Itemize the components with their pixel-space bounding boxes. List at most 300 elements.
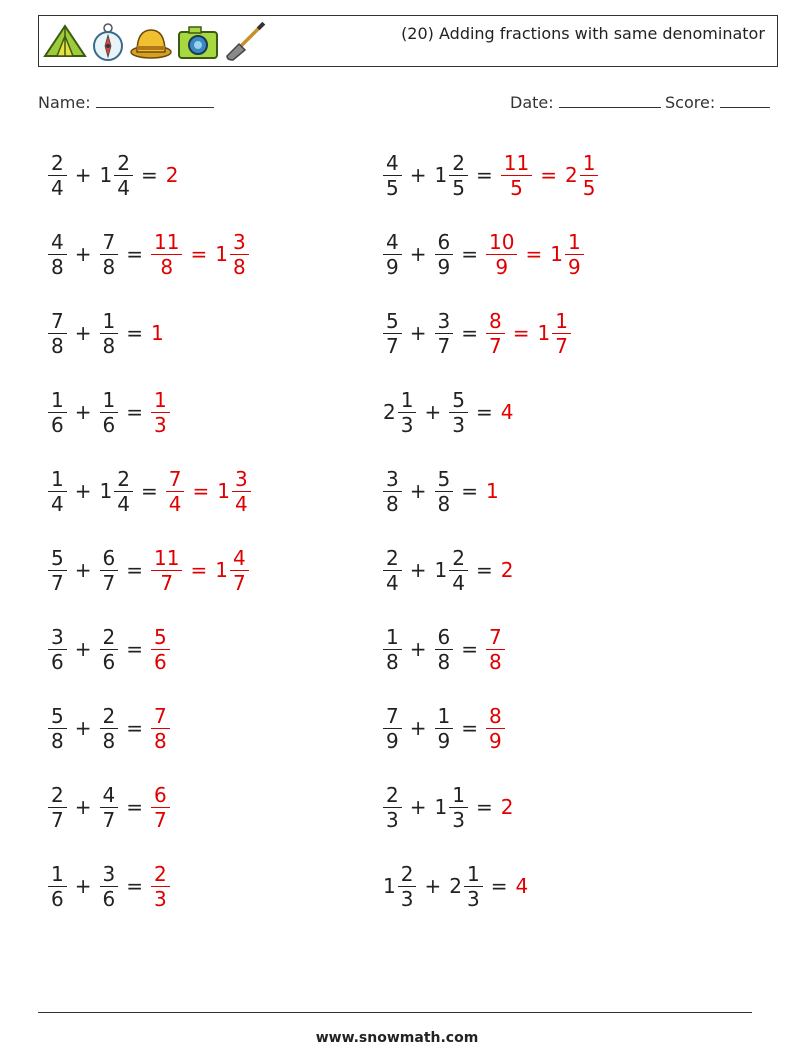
whole-part: 1 (550, 242, 563, 266)
problem-16 (381, 696, 507, 760)
equals-sign: = (461, 479, 478, 503)
denominator: 9 (567, 254, 581, 279)
denominator: 7 (51, 570, 64, 595)
plus-sign: + (424, 400, 442, 424)
answer (499, 558, 514, 582)
denominator: 9 (386, 728, 399, 753)
mixed-number (98, 862, 121, 911)
fraction (501, 151, 532, 200)
mixed-number (46, 467, 69, 516)
denominator: 4 (117, 175, 130, 200)
numerator: 1 (51, 387, 64, 412)
fraction (230, 230, 249, 279)
problem-14 (381, 617, 507, 681)
fraction (449, 546, 468, 595)
fraction (151, 704, 170, 753)
equals-sign: = (475, 400, 493, 424)
equals-sign: = (461, 321, 478, 345)
whole-part: 1 (383, 874, 396, 898)
denominator: 3 (386, 807, 399, 832)
numerator: 11 (503, 150, 530, 175)
numerator: 2 (51, 150, 64, 175)
fraction (151, 230, 182, 279)
denominator: 6 (154, 649, 167, 674)
equals-sign: = (490, 874, 508, 898)
numerator: 4 (232, 545, 246, 570)
mixed-number (433, 625, 456, 674)
equals-sign: = (461, 242, 478, 266)
plus-sign: + (409, 716, 427, 740)
denominator: 8 (51, 333, 64, 358)
fraction (100, 388, 119, 437)
mixed-number (381, 862, 418, 911)
answer (164, 163, 179, 187)
camera-icon (177, 22, 219, 62)
equals-sign: = (126, 795, 143, 819)
date-blank[interactable] (559, 93, 661, 108)
equals-sign: = (126, 321, 143, 345)
plus-sign: + (74, 716, 92, 740)
equals-sign: = (540, 163, 557, 187)
problem-7 (46, 380, 172, 444)
mixed-number (381, 230, 404, 279)
denominator: 6 (51, 886, 64, 911)
mixed-number (46, 309, 69, 358)
numerator: 1 (437, 703, 451, 728)
mixed-number (381, 467, 404, 516)
numerator: 2 (452, 150, 465, 175)
answer (484, 230, 519, 279)
name-blank[interactable] (96, 93, 214, 108)
problem-4 (381, 222, 586, 286)
equals-sign: = (126, 242, 143, 266)
mixed-number (98, 625, 121, 674)
problem-17 (46, 775, 172, 839)
numerator: 3 (51, 624, 64, 649)
worksheet-header (38, 15, 778, 67)
whole-part: 2 (500, 795, 514, 819)
answer (484, 625, 507, 674)
score-field[interactable] (665, 93, 770, 112)
mixed-number (46, 230, 69, 279)
header-icons (43, 20, 267, 64)
answer (548, 230, 585, 279)
fraction (435, 704, 454, 753)
fraction (48, 467, 67, 516)
numerator: 3 (232, 229, 246, 254)
answer (563, 151, 600, 200)
mixed-number (46, 862, 69, 911)
fraction (449, 151, 468, 200)
denominator: 8 (437, 491, 451, 516)
mixed-number (447, 862, 484, 911)
fraction (383, 467, 402, 516)
whole-part: 1 (434, 795, 448, 819)
fraction (486, 230, 517, 279)
numerator: 1 (386, 624, 399, 649)
plus-sign: + (74, 558, 92, 582)
problem-3 (46, 222, 251, 286)
numerator: 4 (51, 229, 64, 254)
mixed-number (46, 625, 69, 674)
mixed-number (98, 309, 121, 358)
fraction (151, 625, 170, 674)
plus-sign: + (409, 637, 427, 661)
denominator: 3 (154, 886, 167, 911)
mixed-number (433, 546, 470, 595)
fraction (100, 546, 119, 595)
denominator: 4 (117, 491, 130, 516)
answer (484, 309, 507, 358)
equals-sign: = (126, 637, 143, 661)
answer (149, 388, 172, 437)
whole-part: 2 (564, 163, 578, 187)
mixed-number (381, 546, 404, 595)
numerator: 7 (154, 703, 167, 728)
denominator: 9 (437, 254, 451, 279)
plus-sign: + (74, 479, 92, 503)
answer (149, 321, 164, 345)
numerator: 1 (51, 861, 64, 886)
answer (164, 467, 187, 516)
numerator: 7 (168, 466, 182, 491)
answer (499, 795, 514, 819)
equals-sign: = (475, 795, 493, 819)
numerator: 2 (400, 861, 414, 886)
denominator: 8 (51, 728, 64, 753)
equals-sign: = (190, 242, 208, 266)
answer (499, 151, 534, 200)
answer (536, 309, 573, 358)
fraction (435, 230, 454, 279)
whole-part: 1 (537, 321, 551, 345)
numerator: 1 (466, 861, 480, 886)
numerator: 6 (437, 229, 451, 254)
denominator: 8 (160, 254, 174, 279)
whole-part: 1 (99, 163, 113, 187)
mixed-number (98, 546, 121, 595)
plus-sign: + (409, 558, 427, 582)
numerator: 7 (386, 703, 399, 728)
equals-sign: = (461, 637, 478, 661)
date-label: Date: (510, 93, 554, 112)
denominator: 4 (168, 491, 182, 516)
equals-sign: = (140, 163, 158, 187)
denominator: 7 (386, 333, 399, 358)
fraction (383, 704, 402, 753)
name-label: Name: (38, 93, 91, 112)
fraction (398, 862, 417, 911)
denominator: 9 (495, 254, 509, 279)
denominator: 8 (102, 254, 116, 279)
fraction (565, 230, 584, 279)
whole-part: 2 (500, 558, 514, 582)
plus-sign: + (74, 400, 92, 424)
fraction (100, 230, 119, 279)
fraction (100, 704, 119, 753)
problem-10 (381, 459, 499, 523)
mixed-number (433, 783, 470, 832)
equals-sign: = (126, 716, 143, 740)
whole-part: 2 (449, 874, 462, 898)
fraction (383, 309, 402, 358)
denominator: 5 (452, 175, 465, 200)
denominator: 7 (51, 807, 64, 832)
worksheet-title: (20) Adding fractions with same denominator (401, 24, 765, 43)
denominator: 8 (102, 333, 116, 358)
numerator: 8 (489, 308, 502, 333)
numerator: 11 (154, 545, 180, 570)
fraction (114, 151, 133, 200)
numerator: 7 (489, 624, 502, 649)
fraction (449, 388, 468, 437)
denominator: 5 (582, 175, 596, 200)
fraction (383, 783, 402, 832)
fraction (151, 546, 182, 595)
denominator: 3 (154, 412, 167, 437)
mixed-number (46, 704, 69, 753)
equals-sign: = (192, 479, 210, 503)
answer (149, 230, 184, 279)
numerator: 7 (51, 308, 64, 333)
denominator: 7 (489, 333, 502, 358)
numerator: 8 (489, 703, 502, 728)
denominator: 8 (386, 491, 399, 516)
problem-2 (381, 143, 600, 207)
problem-20 (381, 854, 528, 918)
mixed-number (98, 230, 121, 279)
compass-icon (91, 22, 125, 62)
numerator: 6 (102, 545, 116, 570)
plus-sign: + (409, 321, 427, 345)
fraction (464, 862, 483, 911)
numerator: 1 (555, 308, 568, 333)
numerator: 3 (234, 466, 248, 491)
mixed-number (381, 388, 418, 437)
mixed-number (46, 388, 69, 437)
numerator: 1 (452, 782, 465, 807)
numerator: 1 (102, 308, 116, 333)
denominator: 4 (51, 175, 64, 200)
whole-part: 4 (515, 874, 529, 898)
problem-13 (46, 617, 172, 681)
equals-sign: = (126, 558, 143, 582)
denominator: 8 (102, 728, 116, 753)
name-field[interactable] (38, 93, 214, 112)
numerator: 5 (51, 545, 64, 570)
whole-part: 4 (500, 400, 514, 424)
fraction (383, 625, 402, 674)
numerator: 6 (437, 624, 451, 649)
whole-part: 1 (434, 558, 448, 582)
fraction (383, 151, 402, 200)
fraction (100, 309, 119, 358)
fraction (151, 783, 170, 832)
mixed-number (381, 151, 404, 200)
mixed-number (433, 309, 456, 358)
denominator: 6 (51, 649, 64, 674)
answer (484, 704, 507, 753)
numerator: 2 (117, 150, 130, 175)
denominator: 9 (437, 728, 451, 753)
mixed-number (98, 151, 135, 200)
denominator: 6 (51, 412, 64, 437)
fraction (48, 230, 67, 279)
fraction (48, 704, 67, 753)
problem-8 (381, 380, 513, 444)
fraction (100, 625, 119, 674)
numerator: 2 (102, 624, 116, 649)
fraction (486, 704, 505, 753)
denominator: 6 (102, 649, 116, 674)
numerator: 3 (102, 861, 116, 886)
mixed-number (46, 783, 69, 832)
score-blank[interactable] (720, 93, 770, 108)
whole-part: 1 (217, 479, 230, 503)
denominator: 9 (386, 254, 399, 279)
whole-part: 1 (215, 558, 228, 582)
problem-11 (46, 538, 251, 602)
plus-sign: + (74, 874, 92, 898)
denominator: 8 (386, 649, 399, 674)
equals-sign: = (140, 479, 158, 503)
footer-divider (38, 1012, 752, 1013)
fraction (580, 151, 599, 200)
mixed-number (98, 704, 121, 753)
mixed-number (98, 388, 121, 437)
denominator: 7 (232, 570, 246, 595)
mixed-number (433, 467, 456, 516)
denominator: 5 (386, 175, 399, 200)
problem-18 (381, 775, 513, 839)
denominator: 5 (510, 175, 523, 200)
date-field[interactable] (510, 93, 661, 112)
numerator: 2 (452, 545, 465, 570)
denominator: 3 (400, 886, 414, 911)
denominator: 8 (489, 649, 502, 674)
denominator: 4 (386, 570, 399, 595)
denominator: 6 (102, 886, 116, 911)
equals-sign: = (475, 163, 493, 187)
mixed-number (98, 467, 135, 516)
fraction (383, 546, 402, 595)
answer (484, 479, 499, 503)
plus-sign: + (409, 163, 427, 187)
score-label: Score: (665, 93, 716, 112)
fraction (435, 309, 454, 358)
numerator: 2 (117, 466, 130, 491)
plus-sign: + (74, 795, 92, 819)
mixed-number (433, 151, 470, 200)
answer (149, 783, 172, 832)
plus-sign: + (74, 637, 92, 661)
mixed-number (433, 704, 456, 753)
denominator: 3 (452, 807, 465, 832)
answer (149, 625, 172, 674)
denominator: 7 (160, 570, 174, 595)
answer (149, 704, 172, 753)
fraction (151, 388, 170, 437)
denominator: 7 (154, 807, 167, 832)
tent-icon (43, 22, 87, 62)
fraction (48, 388, 67, 437)
shovel-icon (223, 22, 267, 62)
numerator: 2 (51, 782, 64, 807)
plus-sign: + (74, 321, 92, 345)
whole-part: 2 (165, 163, 179, 187)
denominator: 7 (102, 570, 116, 595)
numerator: 3 (437, 308, 451, 333)
equals-sign: = (461, 716, 478, 740)
denominator: 8 (437, 649, 451, 674)
fraction (100, 783, 119, 832)
answer (213, 546, 250, 595)
numerator: 11 (154, 229, 180, 254)
numerator: 2 (102, 703, 116, 728)
footer-site: www.snowmath.com (315, 1030, 479, 1046)
numerator: 5 (51, 703, 64, 728)
denominator: 7 (555, 333, 568, 358)
numerator: 1 (154, 387, 167, 412)
fraction (486, 625, 505, 674)
numerator: 3 (386, 466, 399, 491)
fraction (552, 309, 571, 358)
answer (213, 230, 250, 279)
plus-sign: + (409, 795, 427, 819)
numerator: 1 (51, 466, 64, 491)
problem-1 (46, 143, 178, 207)
numerator: 4 (386, 150, 399, 175)
numerator: 2 (154, 861, 167, 886)
numerator: 4 (386, 229, 399, 254)
fraction (230, 546, 249, 595)
problem-9 (46, 459, 253, 523)
plus-sign: + (409, 242, 427, 266)
mixed-number (381, 783, 404, 832)
whole-part: 1 (434, 163, 448, 187)
fraction (48, 151, 67, 200)
problem-15 (46, 696, 172, 760)
denominator: 7 (102, 807, 116, 832)
numerator: 7 (102, 229, 116, 254)
whole-part: 1 (99, 479, 113, 503)
equals-sign: = (190, 558, 208, 582)
denominator: 7 (437, 333, 451, 358)
equals-sign: = (512, 321, 530, 345)
mixed-number (98, 783, 121, 832)
equals-sign: = (525, 242, 543, 266)
equals-sign: = (126, 400, 143, 424)
numerator: 4 (102, 782, 116, 807)
denominator: 3 (452, 412, 465, 437)
problem-12 (381, 538, 513, 602)
whole-part: 1 (486, 479, 499, 503)
numerator: 5 (386, 308, 399, 333)
answer (215, 467, 252, 516)
denominator: 9 (489, 728, 502, 753)
mixed-number (447, 388, 470, 437)
numerator: 6 (154, 782, 167, 807)
fraction (449, 783, 468, 832)
plus-sign: + (74, 163, 92, 187)
denominator: 8 (232, 254, 246, 279)
answer (499, 400, 514, 424)
fraction (48, 309, 67, 358)
numerator: 1 (102, 387, 116, 412)
plus-sign: + (424, 874, 442, 898)
denominator: 8 (154, 728, 167, 753)
answer (149, 546, 184, 595)
